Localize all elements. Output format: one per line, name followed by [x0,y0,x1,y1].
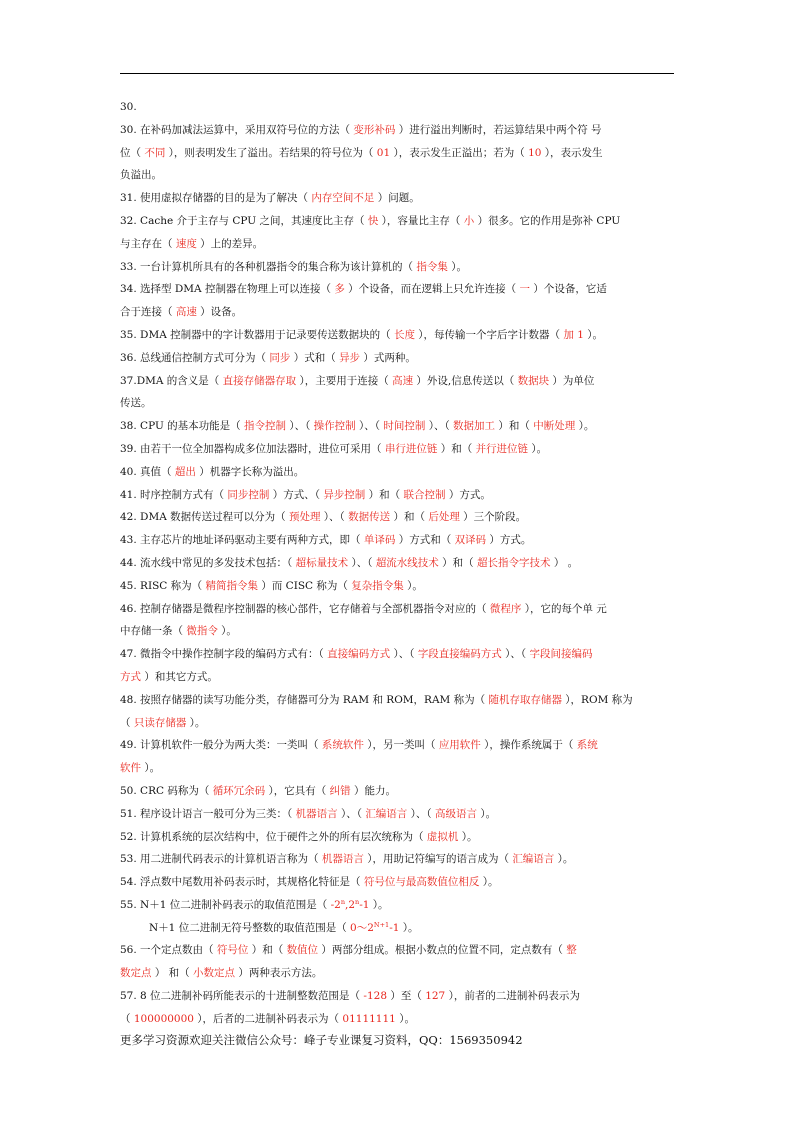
answer-text: 数据块 [517,374,550,387]
answer-text: 循环冗余码 [212,784,266,797]
answer-text: 100000000 [133,1012,194,1025]
question-text: ）。 [458,830,478,843]
question-text: ）。 [399,921,419,934]
answer-text: 小 [463,214,475,227]
question-text: ）、（ [285,420,314,433]
question-text: ）、（ [355,420,384,433]
question-text: ）、（ [501,648,530,661]
text-line [120,529,676,552]
answer-text: 汇编语言 [512,853,555,866]
question-text: 50. CRC 码称为（ [120,784,213,797]
answer-text: 直接编码方式 [327,648,391,661]
question-text: 30. [120,101,137,113]
question-text: 38. CPU 的基本功能是（ [120,420,244,433]
answer-text: 同步 [269,351,291,364]
question-text: 49. 计算机软件一般分为两大类：一类叫（ [120,739,322,752]
text-line [120,392,676,415]
answer-text: 数据传送 [348,511,391,524]
question-text: ）。 [479,876,499,889]
answer-text: 127 [425,990,446,1003]
question-text: ）设备。 [196,306,243,319]
question-text: 51. 程序设计语言一般可分为三类：（ [120,807,296,820]
question-text: ）三个阶段。 [459,511,527,524]
question-text: ）两种表示方法。 [235,967,323,980]
text-line [120,164,676,187]
question-text: ）、（ [407,807,435,820]
answer-text: 超标量技术 [295,556,349,569]
question-text: ）。 [186,716,206,729]
answer-text: 中断处理 [533,420,576,433]
question-text: 43. 主存芯片的地址译码驱动主要有两种方式，即（ [120,534,364,547]
answer-text: 系统 [576,739,598,752]
answer-text: 机器语言 [295,807,338,820]
question-text: ）上的差异。 [196,237,264,250]
text-line [120,278,676,301]
question-text: ）、（ [348,556,376,569]
question-text: （ [120,1012,134,1025]
text-line [120,552,676,575]
text-line [120,324,676,347]
text-line [120,96,676,119]
answer-text: 一 [519,283,530,296]
answer-text: 不同 [144,146,166,159]
text-line [120,689,676,712]
question-text: ） 和（ [151,967,194,980]
question-text: 52. 计算机系统的层次结构中，位于硬件之外的所有层次统称为（ [120,830,427,843]
text-line [120,256,676,279]
question-text: 传送。 [120,397,152,410]
question-text: 53. 用二进制代码表示的计算机语言称为（ [120,853,322,866]
question-text: ）。 [447,260,467,273]
text-line [120,210,676,233]
question-text: 负溢出。 [120,169,162,182]
question-text: ）和（ [365,488,404,501]
question-text: ）。 [554,853,574,866]
question-text: ）个设备，而在逻辑上只允许连接（ [344,283,520,296]
footer-note: 更多学习资源欢迎关注微信公众号：峰子专业课复习资料，QQ：1569350942 [120,1033,523,1047]
question-text: ），它的每个单 元 [521,602,607,615]
question-text: 42. DMA 数据传送过程可以分为（ [120,511,289,524]
question-text: ），用助记符编写的语言成为（ [363,853,513,866]
answer-text: -128 [363,990,387,1003]
question-text: 54. 浮点数中尾数用补码表示时，其规格化特征是（ [120,876,364,889]
question-text: ）和（ [438,556,477,569]
text-line [120,461,676,484]
answer-text: 数定点 [120,967,152,980]
question-text: ）和其它方式。 [141,670,218,683]
answer-text: 符号位 [216,944,249,957]
answer-text: 纠错 [329,784,351,797]
answer-text: -2 [330,898,341,911]
answer-text: 字段间接编码 [529,648,593,661]
answer-text: 加 1 [563,328,584,341]
question-text: ）问题。 [374,192,420,205]
text-line [120,438,676,461]
text-line [120,484,676,507]
question-text: ）、（ [425,420,454,433]
answer-text: 汇编语言 [365,807,408,820]
answer-text: 0～2 [350,921,374,934]
answer-text: 复杂指令集 [351,579,404,592]
question-text: 与主存在（ [120,237,176,250]
question-text: 位（ [120,146,145,159]
answer-text: n [340,897,346,906]
answer-text: 方式 [120,670,141,683]
text-line [120,370,676,393]
answer-text: 后处理 [428,511,460,524]
question-text: ）方式。 [445,488,491,501]
question-text: ）进行溢出判断时，若运算结果中两个符 号 [395,123,602,136]
question-text: ） 。 [550,556,579,569]
answer-text: 高速 [392,374,414,387]
question-text: ）。 [395,1012,415,1025]
question-text: 34. 选择型 DMA 控制器在物理上可以连接（ [120,283,335,296]
question-text: 33. 一台计算机所具有的各种机器指令的集合称为该计算机的（ [120,260,417,273]
text-line [120,757,676,780]
answer-text: 整 [566,944,577,957]
question-text: 45. RISC 称为（ [120,579,206,592]
answer-text: 双译码 [454,534,487,547]
question-text: 35. DMA 控制器中的字计数器用于记录要传送数据块的（ [120,328,394,341]
answer-text: 异步 [339,351,361,364]
question-text: ），主要用于连接（ [296,374,393,387]
question-text: ）而 CISC 称为（ [258,579,352,592]
document-body [120,96,676,1031]
question-text: ）很多。它的作用是弥补 CPU [474,214,621,227]
question-text: ）、（ [390,648,418,661]
question-text: 36. 总线通信控制方式可分为（ [120,351,270,364]
question-text: ）和（ [437,442,476,455]
question-text: ）。 [369,898,389,911]
answer-text: 联合控制 [403,488,446,501]
question-text: ），操作系统属于（ [480,739,577,752]
question-text: ）式和（ [290,351,340,364]
question-text: ），则表明发生了溢出。若结果的符号位为（ [165,146,377,159]
answer-text: 精简指令集 [205,579,258,592]
answer-text: 微程序 [489,602,522,615]
text-line [120,233,676,256]
answer-text: 快 [367,214,379,227]
question-text: ）个设备，它适 [530,283,607,296]
question-text: ）式两种。 [360,351,416,364]
question-text: ）和（ [390,511,429,524]
text-line [120,848,676,871]
answer-text: 小数定点 [193,967,236,980]
question-text: ）为单位 [549,374,595,387]
answer-text: 数据加工 [453,420,496,433]
question-text: ）方式、（ [269,488,324,501]
text-line [120,826,676,849]
question-text: ），前者的二进制补码表示为 [445,990,580,1003]
answer-text: 超长指令字技术 [477,556,551,569]
answer-text: 高级语言 [435,807,477,820]
answer-text: 指令集 [416,260,448,273]
question-text: 41. 时序控制方式有（ [120,488,228,501]
text-line [120,187,676,210]
text-line [120,871,676,894]
text-line [120,506,676,529]
answer-text: -1 [389,921,400,934]
question-text: ）、（ [320,511,349,524]
text-line [120,415,676,438]
answer-text: 只读存储器 [133,716,187,729]
question-text: ）。 [575,420,595,433]
answer-text: 变形补码 [353,123,396,136]
answer-text: 01 [376,146,391,159]
answer-text: 内存空间不足 [311,192,375,205]
text-line [120,666,676,689]
question-text: ）和（ [495,420,534,433]
text-line [120,939,676,962]
text-line [120,620,676,643]
answer-text: 微指令 [186,625,218,638]
text-line [120,780,676,803]
answer-text: 数值位 [286,944,319,957]
question-text: ），它具有（ [265,784,330,797]
question-text: 中存储一条（ [120,625,187,638]
question-text: 30. 在补码加减法运算中，采用双符号位的方法（ [120,123,354,136]
answer-text: 单译码 [363,534,396,547]
question-text: 44. 流水线中常见的多发技术包括：（ [120,556,296,569]
answer-text: 高速 [175,306,197,319]
question-text: 47. 微指令中操作控制字段的编码方式有：（ [120,648,328,661]
answer-text: 10 [528,146,542,159]
text-line [120,598,676,621]
answer-text: 机器语言 [321,853,364,866]
answer-text: 超流水线技术 [375,556,439,569]
question-text: ）方式和（ [395,534,455,547]
text-line [120,803,676,826]
question-text: 55. N＋1 位二进制补码表示的取值范围是（ [120,898,331,911]
text-line [120,734,676,757]
text-line [120,985,676,1008]
answer-text: 速度 [175,237,197,250]
question-text: ）能力。 [350,784,396,797]
question-text: N＋1 位二进制无符号整数的取值范围是（ [149,921,351,934]
question-text: ）外设,信息传送以（ [413,374,518,387]
answer-text: 异步控制 [323,488,366,501]
answer-text: 应用软件 [438,739,481,752]
question-text: 40. 真值（ [120,465,175,478]
answer-text: 虚拟机 [426,830,459,843]
answer-text: 长度 [393,328,415,341]
question-text: ），另一类叫（ [363,739,439,752]
question-text: ），ROM 称为 [561,693,633,706]
question-text: ），容量比主存（ [378,214,464,227]
question-text: ）、（ [337,807,366,820]
question-text: 合于连接（ [120,306,176,319]
answer-text: 多 [334,283,345,296]
text-line [120,894,676,917]
answer-text: 操作控制 [313,420,356,433]
text-line [120,575,676,598]
question-text: ）和（ [248,944,287,957]
answer-text: 字段直接编码方式 [417,648,502,661]
text-line [120,917,676,940]
question-text: 48. 按照存储器的读写功能分类，存储器可分为 RAM 和 ROM，RAM 称为（ [120,693,489,706]
question-text: ）。 [217,625,237,638]
question-text: （ [120,716,134,729]
answer-text: 超出 [174,465,196,478]
answer-text: 01111111 [342,1012,396,1025]
answer-text: 预处理 [288,511,321,524]
question-text: 32. Cache 介于主存与 CPU 之间，其速度比主存（ [120,214,368,227]
answer-text: n [355,897,360,906]
question-text: 39. 由若干一位全加器构成多位加法器时，进位可采用（ [120,442,385,455]
answer-text: N+1 [373,920,390,929]
text-line [120,1008,676,1031]
answer-text: -1 [359,898,370,911]
question-text: ），每传输一个字后字计数器（ [414,328,564,341]
answer-text: 直接存储器存取 [222,374,297,387]
question-text: ），表示发生正溢出；若为（ [390,146,529,159]
question-text: ）机器字长称为溢出。 [195,465,305,478]
text-line [120,962,676,985]
question-text: ）。 [403,579,423,592]
text-line [120,301,676,324]
text-line [120,142,676,165]
answer-text: 并行进位链 [475,442,529,455]
answer-text: 时间控制 [383,420,426,433]
question-text: 46. 控制存储器是微程序控制器的核心部件，它存储着与全部机器指令对应的（ [120,602,490,615]
question-text: ），后者的二进制补码表示为（ [193,1012,343,1025]
question-text: ）至（ [387,990,426,1003]
answer-text: 系统软件 [321,739,364,752]
answer-text: 串行进位链 [384,442,438,455]
question-text: ）两部分组成。根据小数点的位置不同，定点数有（ [318,944,567,957]
answer-text: 软件 [120,762,141,775]
text-line [120,712,676,735]
answer-text: ,2 [345,898,356,911]
question-text: ），表示发生 [541,146,603,159]
question-text: ）。 [477,807,497,820]
question-text: ）。 [141,762,161,775]
answer-text: 指令控制 [243,420,286,433]
question-text: 31. 使用虚拟存储器的目的是为了解决（ [120,192,312,205]
answer-text: 符号位与最高数值位相反 [363,876,480,889]
answer-text: 同步控制 [227,488,270,501]
answer-text: 随机存取存储器 [488,693,562,706]
text-line [120,643,676,666]
text-line [120,347,676,370]
question-text: ）。 [583,328,604,341]
question-text: 57. 8 位二进制补码所能表示的十进制整数范围是（ [120,990,364,1003]
question-text: ）方式。 [486,534,532,547]
question-text: ）。 [528,442,548,455]
question-text: 37.DMA 的含义是（ [120,374,223,387]
text-line [120,119,676,142]
header-rule [120,73,674,74]
question-text: 56. 一个定点数由（ [120,944,217,957]
